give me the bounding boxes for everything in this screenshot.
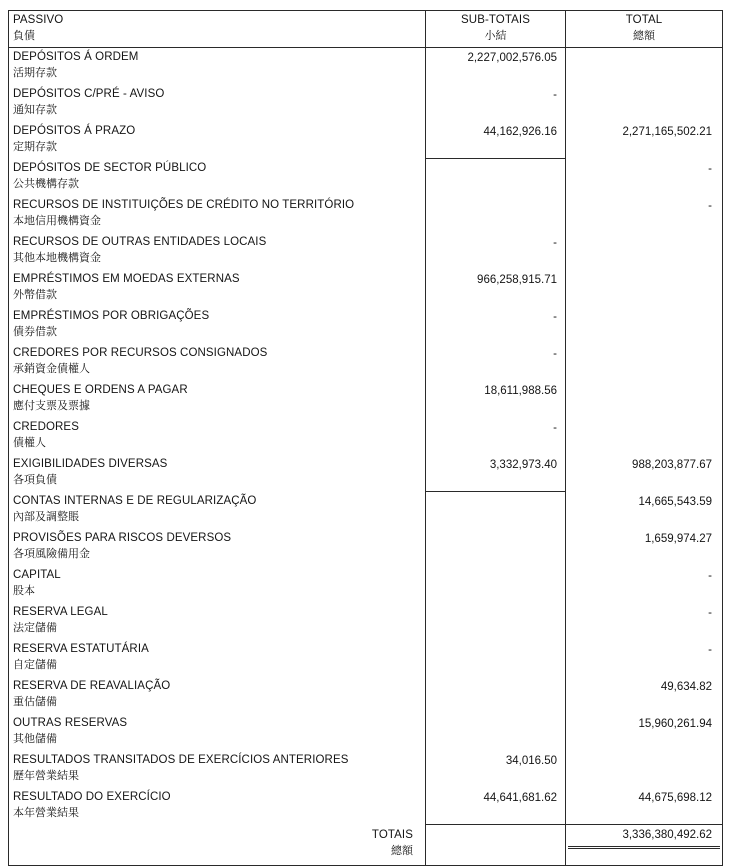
- row-subtotal-value: 3,332,973.40: [426, 455, 566, 492]
- table-row: [9, 566, 723, 603]
- row-label-zh: 股本: [13, 584, 35, 597]
- row-label-zh: 公共機構存款: [13, 177, 79, 190]
- row-total-value: [566, 751, 723, 788]
- row-total-value: -: [708, 199, 712, 212]
- row-label-pt: RESULTADO DO EXERCÍCIO: [13, 790, 171, 803]
- row-subtotal-value: -: [426, 418, 566, 455]
- row-subtotal-value: [426, 196, 566, 233]
- header-total-pt: TOTAL: [625, 14, 663, 26]
- row-label-zh: 債券借款: [13, 325, 57, 338]
- table-row: [9, 603, 723, 640]
- table-row: [9, 159, 723, 196]
- row-subtotal-value: -: [426, 344, 566, 381]
- row-label-cell: [9, 381, 426, 418]
- row-label-pt: EXIGIBILIDADES DIVERSAS: [13, 457, 168, 470]
- header-passivo-zh: 負債: [13, 30, 35, 42]
- table-row: [9, 751, 723, 788]
- row-label-pt: DEPÓSITOS C/PRÉ - AVISO: [13, 87, 165, 100]
- row-total-value: 49,634.82: [660, 680, 712, 693]
- row-subtotal-value: [426, 529, 566, 566]
- row-total-value: -: [708, 606, 712, 619]
- row-label-pt: RECURSOS DE INSTITUIÇÕES DE CRÉDITO NO TERRITÓRIO: [13, 198, 355, 211]
- row-total-value: 44,675,698.12: [638, 791, 712, 804]
- row-subtotal-value: 2,227,002,576.05: [426, 48, 566, 85]
- row-label-pt: CREDORES: [13, 420, 79, 433]
- row-subtotal-value: -: [426, 307, 566, 344]
- row-label-cell: [9, 566, 426, 603]
- totals-label-zh: 總額: [391, 844, 413, 857]
- table-row: [9, 640, 723, 677]
- row-subtotal-value: [426, 714, 566, 751]
- row-subtotal-value: -: [426, 233, 566, 270]
- row-label-pt: CREDORES POR RECURSOS CONSIGNADOS: [13, 346, 268, 359]
- table-row: [9, 492, 723, 529]
- header-total: [566, 11, 723, 48]
- row-label-pt: RESULTADOS TRANSITADOS DE EXERCÍCIOS ANTERIORES: [13, 753, 349, 766]
- row-total-value: [566, 307, 723, 344]
- row-label-cell: [9, 714, 426, 751]
- row-label-cell: [9, 788, 426, 825]
- row-label-cell: [9, 344, 426, 381]
- row-label-zh: 外幣借款: [13, 288, 57, 301]
- table-row: [9, 455, 723, 492]
- row-label-cell: [9, 529, 426, 566]
- row-label-zh: 內部及調整賬: [13, 510, 79, 523]
- totals-total-cell: [566, 825, 723, 866]
- row-total-value: [566, 233, 723, 270]
- row-label-zh: 通知存款: [13, 103, 57, 116]
- table-row: [9, 529, 723, 566]
- row-label-zh: 法定儲備: [13, 621, 57, 634]
- header-subtotais-zh: 小結: [484, 30, 507, 42]
- row-label-cell: [9, 677, 426, 714]
- row-label-pt: OUTRAS RESERVAS: [13, 716, 128, 729]
- row-label-zh: 承銷資金債權人: [13, 362, 90, 375]
- row-total-value: -: [708, 162, 712, 175]
- totals-label-pt: TOTAIS: [371, 828, 413, 841]
- row-label-cell: [9, 455, 426, 492]
- table-row: [9, 714, 723, 751]
- row-label-cell: [9, 122, 426, 159]
- header-subtotais: [426, 11, 566, 48]
- row-total-value: -: [708, 569, 712, 582]
- row-subtotal-value: [426, 603, 566, 640]
- row-total-value: [566, 85, 723, 122]
- row-label-zh: 債權人: [13, 436, 46, 449]
- row-total-value: 988,203,877.67: [632, 458, 712, 471]
- row-label-cell: [9, 159, 426, 196]
- row-total-value: 1,659,974.27: [644, 532, 712, 545]
- row-subtotal-value: 18,611,988.56: [426, 381, 566, 418]
- table-row: [9, 381, 723, 418]
- row-total-value: [566, 418, 723, 455]
- table-row: [9, 196, 723, 233]
- row-subtotal-value: [426, 677, 566, 714]
- row-label-pt: CAPITAL: [13, 568, 61, 581]
- row-label-cell: [9, 48, 426, 85]
- row-label-cell: [9, 85, 426, 122]
- table-row: [9, 788, 723, 825]
- row-label-cell: [9, 603, 426, 640]
- row-label-zh: 應付支票及票據: [13, 399, 90, 412]
- table-row: [9, 233, 723, 270]
- row-label-zh: 歷年營業結果: [13, 769, 79, 782]
- rows-body: [9, 48, 723, 825]
- row-label-pt: RESERVA LEGAL: [13, 605, 108, 618]
- row-label-pt: CONTAS INTERNAS E DE REGULARIZAÇÃO: [13, 494, 257, 507]
- row-subtotal-value: 44,162,926.16: [426, 122, 566, 159]
- row-label-pt: DEPÓSITOS Á ORDEM: [13, 51, 139, 63]
- row-total-value: [566, 381, 723, 418]
- row-label-cell: [9, 270, 426, 307]
- grand-total-value: 3,336,380,492.62: [568, 827, 720, 849]
- row-label-pt: DEPÓSITOS DE SECTOR PÚBLICO: [13, 161, 207, 174]
- row-label-zh: 各項風險備用金: [13, 547, 90, 560]
- table-row: [9, 418, 723, 455]
- row-label-pt: CHEQUES E ORDENS A PAGAR: [13, 383, 188, 396]
- row-total-value: [566, 270, 723, 307]
- row-label-zh: 本地信用機構資金: [13, 214, 101, 227]
- row-label-cell: [9, 233, 426, 270]
- row-label-zh: 其他本地機構資金: [13, 251, 101, 264]
- row-label-pt: EMPRÉSTIMOS EM MOEDAS EXTERNAS: [13, 272, 240, 285]
- row-label-pt: PROVISÕES PARA RISCOS DEVERSOS: [13, 531, 232, 544]
- row-label-zh: 其他儲備: [13, 732, 57, 745]
- row-total-value: 2,271,165,502.21: [622, 125, 712, 138]
- row-total-value: [566, 344, 723, 381]
- row-label-pt: RECURSOS DE OUTRAS ENTIDADES LOCAIS: [13, 235, 267, 248]
- row-label-cell: [9, 751, 426, 788]
- header-passivo: [9, 11, 426, 48]
- totals-label-cell: [9, 825, 426, 866]
- row-total-value: [566, 48, 723, 85]
- row-label-cell: [9, 492, 426, 529]
- row-subtotal-value: [426, 492, 566, 529]
- balance-sheet-passivo: [8, 10, 722, 866]
- row-label-zh: 定期存款: [13, 140, 57, 153]
- header-total-zh: 總額: [633, 30, 655, 42]
- row-total-value: 15,960,261.94: [638, 717, 712, 730]
- row-label-zh: 重估儲備: [13, 695, 57, 708]
- table-row: [9, 307, 723, 344]
- header-row: [9, 11, 723, 48]
- header-passivo-pt: PASSIVO: [13, 14, 64, 26]
- row-label-cell: [9, 640, 426, 677]
- row-subtotal-value: 44,641,681.62: [426, 788, 566, 825]
- table-row: [9, 677, 723, 714]
- row-label-cell: [9, 307, 426, 344]
- row-subtotal-value: 34,016.50: [426, 751, 566, 788]
- row-total-value: -: [708, 643, 712, 656]
- row-label-cell: [9, 196, 426, 233]
- row-subtotal-value: -: [426, 85, 566, 122]
- row-label-pt: EMPRÉSTIMOS POR OBRIGAÇÕES: [13, 309, 210, 322]
- row-label-zh: 活期存款: [13, 67, 57, 79]
- header-subtotais-pt: SUB-TOTAIS: [461, 14, 530, 26]
- row-label-cell: [9, 418, 426, 455]
- row-label-pt: DEPÓSITOS Á PRAZO: [13, 124, 136, 137]
- table-row: [9, 85, 723, 122]
- row-label-zh: 各項負債: [13, 473, 57, 486]
- row-subtotal-value: [426, 640, 566, 677]
- totals-subtotal-cell: [426, 825, 566, 866]
- row-subtotal-value: [426, 566, 566, 603]
- row-label-pt: RESERVA DE REAVALIAÇÃO: [13, 679, 171, 692]
- row-label-pt: RESERVA ESTATUTÁRIA: [13, 642, 149, 655]
- row-label-zh: 自定儲備: [13, 658, 57, 671]
- row-label-zh: 本年營業結果: [13, 806, 79, 819]
- row-total-value: 14,665,543.59: [638, 495, 712, 508]
- table-row: [9, 122, 723, 159]
- row-subtotal-value: [426, 159, 566, 196]
- row-subtotal-value: 966,258,915.71: [426, 270, 566, 307]
- table-row: [9, 270, 723, 307]
- table-row: [9, 344, 723, 381]
- passivo-table: [8, 10, 723, 866]
- table-row: [9, 48, 723, 85]
- totals-row: [9, 825, 723, 866]
